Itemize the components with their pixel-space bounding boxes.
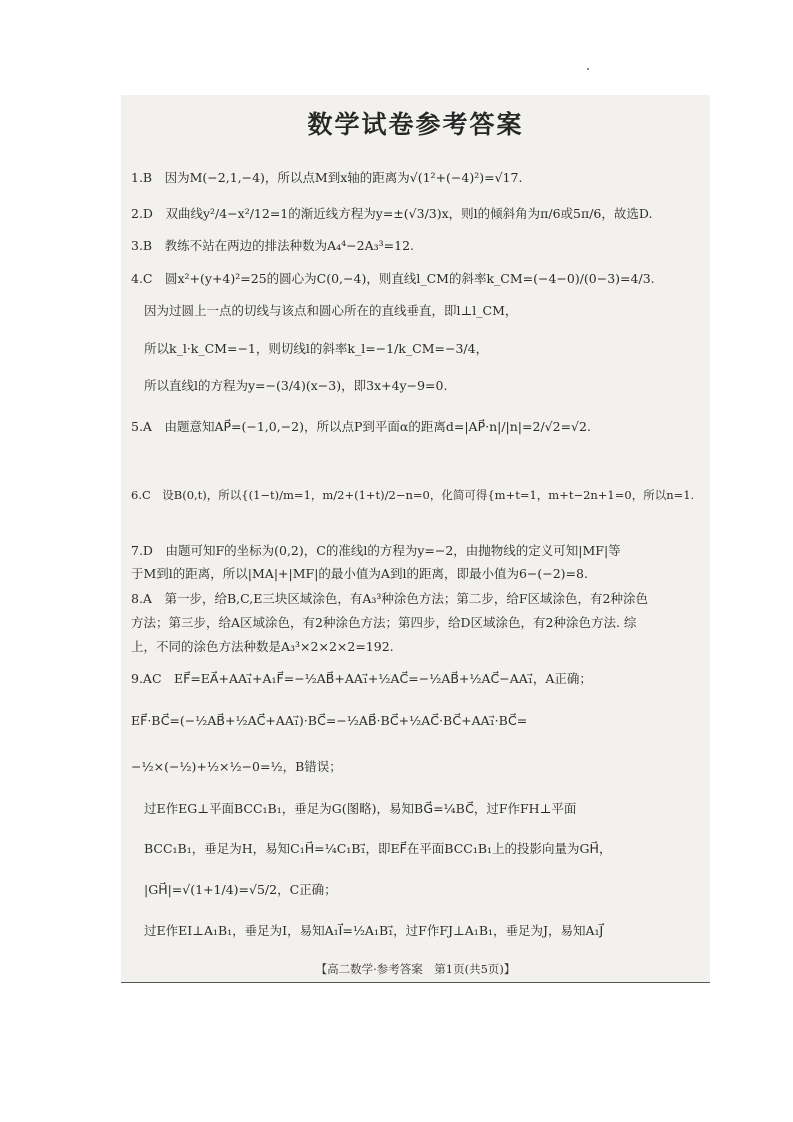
answer-4-line-4: 所以直线l的方程为y=−(3/4)(x−3)，即3x+4y−9=0. [144,378,448,393]
answer-9-line-3: −½×(−½)+½×½−0=½，B错误； [131,759,342,774]
answer-9-line-6: |GH⃗|=√(1+1/4)=√5/2，C正确； [144,882,337,897]
answer-7-line-2: 于M到l的距离，所以|MA|+|MF|的最小值为A到l的距离，即最小值为6−(−2)=8. [131,566,588,581]
answer-4-line-2: 因为过圆上一点的切线与该点和圆心所在的直线垂直，即l⊥l_CM， [144,303,518,318]
scan-speck [587,68,589,70]
answer-7: 7.D 由题可知F的坐标为(0,2)，C的准线l的方程为y=−2，由抛物线的定义可知|MF|等 [131,543,621,558]
answer-6: 6.C 设B(0,t)，所以{(1−t)/m=1，m/2+(1+t)/2−n=0，化简可得{m+t=1，m+t−2n+1=0，所以n=1. [131,488,695,502]
answer-9-line-2: EF⃗·BC⃗=(−½AB⃗+½AC⃗+AA₁⃗)·BC⃗=−½AB⃗·BC⃗+½AC⃗·BC⃗+AA₁⃗·BC⃗= [131,713,528,728]
answer-8: 8.A 第一步，给B,C,E三块区域涂色，有A₃³种涂色方法；第二步，给F区域涂色，有2种涂色 [131,591,649,606]
answer-9-line-7: 过E作EI⊥A₁B₁，垂足为I，易知A₁I⃗=½A₁B₁⃗，过F作FJ⊥A₁B₁，垂足为J，易知A₁J⃗ [144,923,604,938]
answer-8-line-2: 方法；第三步，给A区域涂色，有2种涂色方法；第四步，给D区域涂色，有2种涂色方法. 综 [131,615,637,630]
answer-9: 9.AC EF⃗=EA⃗+AA₁⃗+A₁F⃗=−½AB⃗+AA₁⃗+½AC⃗=−½AB⃗+½AC⃗−AA₁⃗，A正确； [131,671,592,686]
answer-9-line-4: 过E作EG⊥平面BCC₁B₁，垂足为G(图略)，易知BG⃗=¼BC⃗，过F作FH⊥平面 [144,801,577,816]
page-title: 数学试卷参考答案 [307,110,524,139]
answer-1: 1.B 因为M(−2,1,−4)，所以点M到x轴的距离为√(1²+(−4)²)=√17. [131,170,523,185]
answer-4-line-3: 所以k_l·k_CM=−1，则切线l的斜率k_l=−1/k_CM=−3/4， [144,341,489,356]
bottom-rule [121,982,710,983]
answer-3: 3.B 教练不站在两边的排法种数为A₄⁴−2A₃³=12. [131,238,414,253]
answer-8-line-3: 上，不同的涂色方法种数是A₃³×2×2×2=192. [131,639,394,654]
answer-4: 4.C 圆x²+(y+4)²=25的圆心为C(0,−4)，则直线l_CM的斜率k_CM=(−4−0)/(0−3)=4/3. [131,271,655,286]
page-footer: 【高二数学·参考答案 第1页(共5页)】 [315,962,516,976]
answer-5: 5.A 由题意知AP⃗=(−1,0,−2)，所以点P到平面α的距离d=|AP⃗·n|/|n|=2/√2=√2. [131,419,591,434]
scanned-page [121,95,710,983]
answer-9-line-5: BCC₁B₁，垂足为H，易知C₁H⃗=¼C₁B₁⃗，即EF⃗在平面BCC₁B₁上的投影向量为GH⃗， [144,841,612,856]
answer-2: 2.D 双曲线y²/4−x²/12=1的渐近线方程为y=±(√3/3)x，则l的倾斜角为π/6或5π/6，故选D. [131,206,653,221]
